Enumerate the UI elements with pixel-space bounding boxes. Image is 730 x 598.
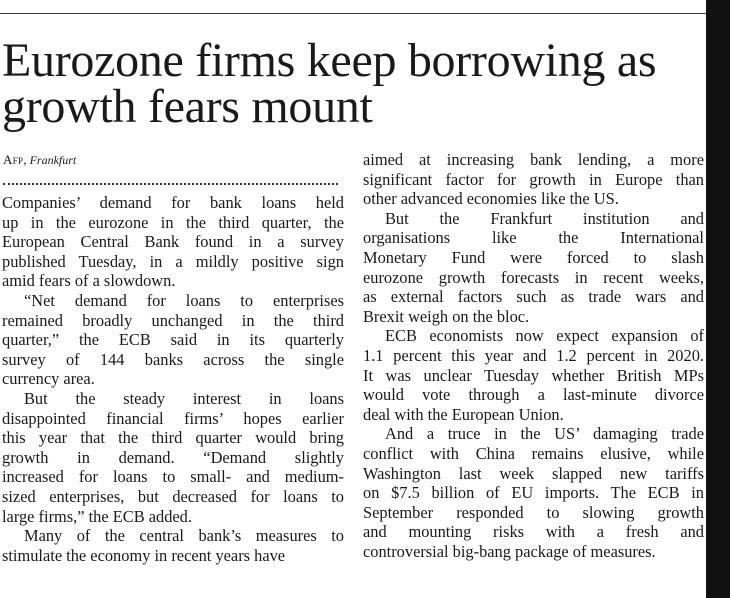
article-line: significant factor for growth in Europe than xyxy=(363,169,704,189)
article-paragraph xyxy=(363,424,704,561)
article-line: deal with the European Union. xyxy=(363,404,564,424)
article-column-left xyxy=(2,193,344,565)
article-line: large firms,” the ECB added. xyxy=(2,506,192,526)
article-line: sized enterprises, but decreased for loans to xyxy=(2,486,344,506)
article-line: other advanced economies like the US. xyxy=(363,189,619,209)
article-line: 1.1 percent this year and 1.2 percent in 2020. xyxy=(363,345,704,365)
byline-location: Frankfurt xyxy=(29,153,77,167)
page-edge-bar xyxy=(706,0,730,598)
article-line: survey of 144 banks across the single xyxy=(2,349,344,369)
article-line: ECB economists now expect expansion of xyxy=(385,326,704,346)
article-line: But the steady interest in loans xyxy=(24,388,344,408)
article-line: “Net demand for loans to enterprises xyxy=(24,290,344,310)
article-line: But the Frankfurt institution and xyxy=(385,208,704,228)
article-paragraph xyxy=(363,150,704,209)
article-line: Many of the central bank’s measures to xyxy=(24,526,344,546)
article-line: on $7.5 billion of EU imports. The ECB in xyxy=(363,483,704,503)
article-line: And a truce in the US’ damaging trade xyxy=(385,424,704,444)
article-line: disappointed financial firms’ hopes earlier xyxy=(2,408,344,428)
headline: Eurozone firms keep borrowing as growth fears mount xyxy=(2,34,657,133)
byline-separator: , xyxy=(23,152,27,167)
article-paragraph xyxy=(2,193,344,291)
article-line: growth in demand. “Demand slightly xyxy=(2,447,344,467)
article-line: up in the eurozone in the third quarter, the xyxy=(2,212,344,232)
article-line: Companies’ demand for bank loans held xyxy=(2,193,344,212)
article-line: conflict with China remains elusive, while xyxy=(363,443,704,463)
article-paragraph xyxy=(363,326,704,424)
article-line: currency area. xyxy=(2,369,95,389)
article-line: Monetary Fund were forced to slash xyxy=(363,247,704,267)
article-line: this year that the third quarter would bring xyxy=(2,428,344,448)
article-line: September responded to slowing growth xyxy=(363,502,704,522)
article-line: quarter,” the ECB said in its quarterly xyxy=(2,330,344,350)
article-paragraph xyxy=(363,209,704,327)
article-line: controversial big-bang package of measures. xyxy=(363,541,656,561)
byline xyxy=(3,151,76,169)
article-line: Washington last week slapped new tariffs xyxy=(363,463,704,483)
article-line: organisations like the International xyxy=(363,228,704,248)
article-paragraph xyxy=(2,389,344,526)
byline-divider xyxy=(3,183,338,185)
article-line: European Central Bank found in a survey xyxy=(2,232,344,252)
byline-agency: Afp xyxy=(3,152,24,167)
article-line: published Tuesday, in a mildly positive sign xyxy=(2,251,344,271)
article-line: as external factors such as trade wars and xyxy=(363,287,704,307)
article-line: It was unclear Tuesday whether British MPs xyxy=(363,365,704,385)
article-line: increased for loans to small- and medium- xyxy=(2,467,344,487)
article-line: aimed at increasing bank lending, a more xyxy=(363,150,704,169)
article-line: remained broadly unchanged in the third xyxy=(2,310,344,330)
article-line: and mounting risks with a fresh and xyxy=(363,522,704,542)
article-line: eurozone growth forecasts in recent weeks, xyxy=(363,267,704,287)
article-line: amid fears of a slowdown. xyxy=(2,271,176,291)
article-line: Brexit weigh on the bloc. xyxy=(363,306,530,326)
article-line: stimulate the economy in recent years have xyxy=(2,545,286,565)
article-column-right xyxy=(363,150,704,561)
top-rule xyxy=(0,13,706,14)
article-line: would vote through a last-minute divorce xyxy=(363,385,704,405)
article-paragraph xyxy=(2,526,344,565)
article-paragraph xyxy=(2,291,344,389)
